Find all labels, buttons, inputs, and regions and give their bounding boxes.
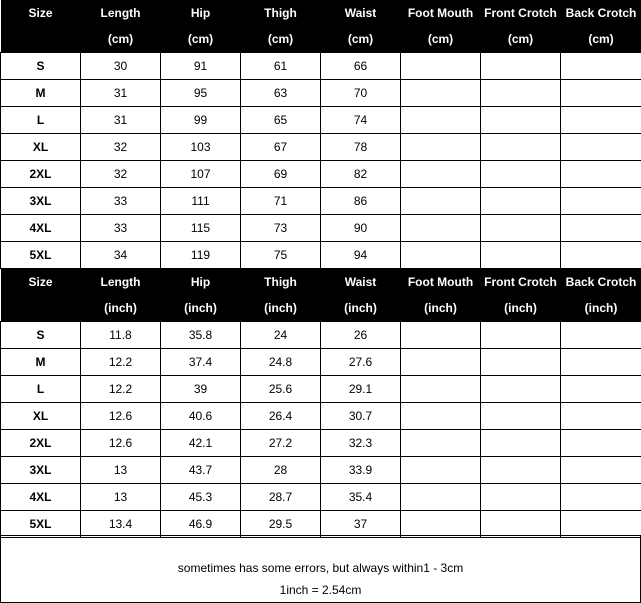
value-cell bbox=[561, 107, 641, 134]
value-cell: 42.1 bbox=[161, 430, 241, 457]
header-cell: Size bbox=[1, 269, 81, 294]
size-cell: S bbox=[1, 322, 81, 349]
value-cell bbox=[561, 53, 641, 80]
unit-cell: (inch) bbox=[321, 294, 401, 322]
value-cell: 32 bbox=[81, 134, 161, 161]
table-row bbox=[1, 376, 641, 403]
value-cell bbox=[401, 215, 481, 242]
value-cell: 32 bbox=[81, 161, 161, 188]
value-cell: 39 bbox=[161, 376, 241, 403]
value-cell: 43.7 bbox=[161, 457, 241, 484]
value-cell: 24.8 bbox=[241, 349, 321, 376]
size-table-inch bbox=[0, 269, 641, 538]
value-cell bbox=[401, 107, 481, 134]
header-cell: Front Crotch bbox=[481, 0, 561, 25]
value-cell bbox=[401, 242, 481, 269]
value-cell: 40.6 bbox=[161, 403, 241, 430]
unit-cell: (cm) bbox=[81, 25, 161, 53]
size-cell: M bbox=[1, 80, 81, 107]
value-cell bbox=[401, 484, 481, 511]
value-cell bbox=[481, 80, 561, 107]
size-cell: 5XL bbox=[1, 242, 81, 269]
value-cell: 37 bbox=[321, 511, 401, 538]
value-cell bbox=[481, 484, 561, 511]
header-cell: Back Crotch bbox=[561, 269, 641, 294]
unit-row bbox=[1, 25, 641, 53]
value-cell bbox=[481, 188, 561, 215]
table-row bbox=[1, 188, 641, 215]
header-cell: Length bbox=[81, 269, 161, 294]
size-cell: 3XL bbox=[1, 457, 81, 484]
value-cell bbox=[401, 403, 481, 430]
value-cell bbox=[481, 430, 561, 457]
header-row bbox=[1, 0, 641, 25]
value-cell bbox=[401, 457, 481, 484]
value-cell: 115 bbox=[161, 215, 241, 242]
size-cell: S bbox=[1, 53, 81, 80]
value-cell bbox=[561, 403, 641, 430]
table-row bbox=[1, 242, 641, 269]
value-cell: 35.4 bbox=[321, 484, 401, 511]
table-row bbox=[1, 161, 641, 188]
table-body bbox=[1, 53, 641, 269]
value-cell: 12.6 bbox=[81, 403, 161, 430]
header-cell: Hip bbox=[161, 0, 241, 25]
value-cell: 27.6 bbox=[321, 349, 401, 376]
value-cell: 75 bbox=[241, 242, 321, 269]
value-cell: 26.4 bbox=[241, 403, 321, 430]
header-cell: Length bbox=[81, 0, 161, 25]
value-cell: 12.2 bbox=[81, 349, 161, 376]
unit-cell: (cm) bbox=[321, 25, 401, 53]
value-cell: 24 bbox=[241, 322, 321, 349]
unit-cell bbox=[1, 25, 81, 53]
value-cell: 71 bbox=[241, 188, 321, 215]
value-cell bbox=[401, 430, 481, 457]
value-cell: 28.7 bbox=[241, 484, 321, 511]
value-cell bbox=[401, 80, 481, 107]
table-header bbox=[1, 269, 641, 322]
value-cell: 11.8 bbox=[81, 322, 161, 349]
unit-cell: (inch) bbox=[81, 294, 161, 322]
value-cell bbox=[481, 242, 561, 269]
header-cell: Waist bbox=[321, 0, 401, 25]
value-cell bbox=[401, 188, 481, 215]
value-cell: 73 bbox=[241, 215, 321, 242]
unit-cell: (inch) bbox=[481, 294, 561, 322]
unit-cell: (cm) bbox=[481, 25, 561, 53]
unit-cell bbox=[1, 294, 81, 322]
size-cell: 2XL bbox=[1, 161, 81, 188]
value-cell: 33 bbox=[81, 215, 161, 242]
table-row bbox=[1, 457, 641, 484]
value-cell bbox=[561, 242, 641, 269]
value-cell: 99 bbox=[161, 107, 241, 134]
size-cell: XL bbox=[1, 403, 81, 430]
value-cell bbox=[401, 349, 481, 376]
value-cell bbox=[561, 188, 641, 215]
value-cell: 65 bbox=[241, 107, 321, 134]
size-cell: 4XL bbox=[1, 215, 81, 242]
table-row bbox=[1, 80, 641, 107]
value-cell: 103 bbox=[161, 134, 241, 161]
value-cell: 46.9 bbox=[161, 511, 241, 538]
tolerance-note: sometimes has some errors, but always within1 - 3cm bbox=[177, 561, 464, 575]
size-cell: 5XL bbox=[1, 511, 81, 538]
header-cell: Thigh bbox=[241, 269, 321, 294]
table-row bbox=[1, 107, 641, 134]
value-cell: 82 bbox=[321, 161, 401, 188]
value-cell: 31 bbox=[81, 107, 161, 134]
value-cell bbox=[481, 349, 561, 376]
value-cell bbox=[561, 457, 641, 484]
value-cell: 13 bbox=[81, 484, 161, 511]
size-cell: 2XL bbox=[1, 430, 81, 457]
table-row bbox=[1, 430, 641, 457]
table-row bbox=[1, 134, 641, 161]
header-cell: Hip bbox=[161, 269, 241, 294]
value-cell: 13 bbox=[81, 457, 161, 484]
value-cell bbox=[481, 457, 561, 484]
unit-cell: (cm) bbox=[401, 25, 481, 53]
value-cell bbox=[401, 376, 481, 403]
value-cell bbox=[481, 134, 561, 161]
value-cell bbox=[561, 376, 641, 403]
table-row bbox=[1, 403, 641, 430]
value-cell bbox=[401, 53, 481, 80]
value-cell bbox=[481, 511, 561, 538]
size-cell: M bbox=[1, 349, 81, 376]
value-cell: 28 bbox=[241, 457, 321, 484]
value-cell bbox=[401, 161, 481, 188]
header-cell: Size bbox=[1, 0, 81, 25]
value-cell bbox=[561, 430, 641, 457]
header-cell: Waist bbox=[321, 269, 401, 294]
size-cell: 4XL bbox=[1, 484, 81, 511]
unit-cell: (inch) bbox=[561, 294, 641, 322]
value-cell bbox=[481, 322, 561, 349]
header-row bbox=[1, 269, 641, 294]
value-cell bbox=[401, 322, 481, 349]
table-row bbox=[1, 349, 641, 376]
value-cell: 32.3 bbox=[321, 430, 401, 457]
value-cell: 13.4 bbox=[81, 511, 161, 538]
value-cell bbox=[561, 349, 641, 376]
value-cell: 107 bbox=[161, 161, 241, 188]
unit-cell: (cm) bbox=[161, 25, 241, 53]
value-cell: 30 bbox=[81, 53, 161, 80]
value-cell: 45.3 bbox=[161, 484, 241, 511]
header-cell: Foot Mouth bbox=[401, 269, 481, 294]
value-cell: 90 bbox=[321, 215, 401, 242]
header-cell: Front Crotch bbox=[481, 269, 561, 294]
table-row bbox=[1, 511, 641, 538]
value-cell: 26 bbox=[321, 322, 401, 349]
table-body bbox=[1, 322, 641, 538]
value-cell bbox=[401, 134, 481, 161]
table-row bbox=[1, 484, 641, 511]
size-table-cm bbox=[0, 0, 641, 269]
header-cell: Thigh bbox=[241, 0, 321, 25]
value-cell: 33.9 bbox=[321, 457, 401, 484]
unit-cell: (inch) bbox=[241, 294, 321, 322]
unit-cell: (cm) bbox=[561, 25, 641, 53]
value-cell bbox=[561, 484, 641, 511]
value-cell bbox=[481, 53, 561, 80]
value-cell: 86 bbox=[321, 188, 401, 215]
value-cell: 91 bbox=[161, 53, 241, 80]
unit-row bbox=[1, 294, 641, 322]
value-cell bbox=[481, 161, 561, 188]
unit-cell: (cm) bbox=[241, 25, 321, 53]
value-cell: 63 bbox=[241, 80, 321, 107]
table-row bbox=[1, 53, 641, 80]
value-cell: 12.6 bbox=[81, 430, 161, 457]
value-cell: 29.1 bbox=[321, 376, 401, 403]
value-cell: 12.2 bbox=[81, 376, 161, 403]
value-cell bbox=[481, 107, 561, 134]
value-cell bbox=[561, 134, 641, 161]
size-cell: XL bbox=[1, 134, 81, 161]
size-cell: L bbox=[1, 376, 81, 403]
size-cell: 3XL bbox=[1, 188, 81, 215]
header-cell: Back Crotch bbox=[561, 0, 641, 25]
value-cell: 34 bbox=[81, 242, 161, 269]
value-cell bbox=[561, 511, 641, 538]
unit-cell: (inch) bbox=[161, 294, 241, 322]
value-cell: 70 bbox=[321, 80, 401, 107]
value-cell: 95 bbox=[161, 80, 241, 107]
value-cell bbox=[561, 322, 641, 349]
value-cell: 94 bbox=[321, 242, 401, 269]
value-cell: 37.4 bbox=[161, 349, 241, 376]
value-cell: 74 bbox=[321, 107, 401, 134]
unit-cell: (inch) bbox=[401, 294, 481, 322]
value-cell bbox=[561, 80, 641, 107]
value-cell: 35.8 bbox=[161, 322, 241, 349]
value-cell: 27.2 bbox=[241, 430, 321, 457]
value-cell: 25.6 bbox=[241, 376, 321, 403]
size-cell: L bbox=[1, 107, 81, 134]
value-cell bbox=[401, 511, 481, 538]
header-cell: Foot Mouth bbox=[401, 0, 481, 25]
value-cell: 30.7 bbox=[321, 403, 401, 430]
value-cell bbox=[481, 376, 561, 403]
footer-note-box bbox=[0, 535, 641, 603]
table-header bbox=[1, 0, 641, 53]
value-cell: 69 bbox=[241, 161, 321, 188]
value-cell: 66 bbox=[321, 53, 401, 80]
value-cell: 29.5 bbox=[241, 511, 321, 538]
value-cell bbox=[561, 215, 641, 242]
value-cell: 119 bbox=[161, 242, 241, 269]
value-cell: 33 bbox=[81, 188, 161, 215]
value-cell bbox=[481, 215, 561, 242]
table-row bbox=[1, 322, 641, 349]
table-row bbox=[1, 215, 641, 242]
unit-conversion-note: 1inch = 2.54cm bbox=[279, 583, 362, 597]
value-cell bbox=[481, 403, 561, 430]
value-cell bbox=[561, 161, 641, 188]
value-cell: 111 bbox=[161, 188, 241, 215]
value-cell: 67 bbox=[241, 134, 321, 161]
value-cell: 78 bbox=[321, 134, 401, 161]
value-cell: 31 bbox=[81, 80, 161, 107]
value-cell: 61 bbox=[241, 53, 321, 80]
